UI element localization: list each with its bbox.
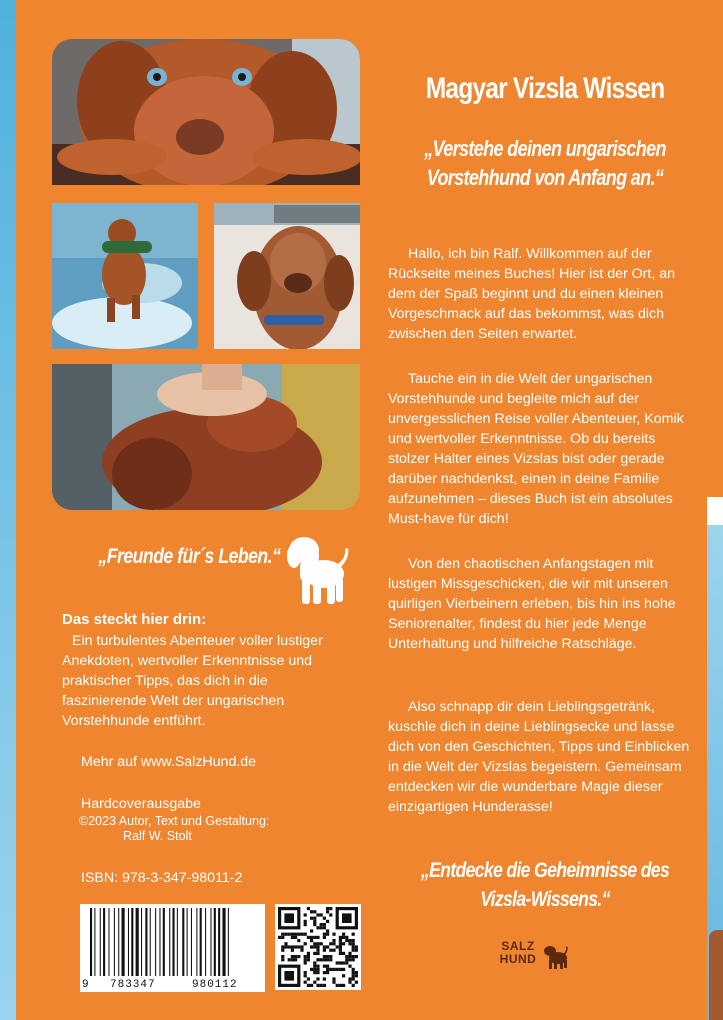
qr-module: [339, 942, 342, 945]
body-paragraph-ages: Von den chaotischen Anfangstagen mit lustigen Missgeschicken, die wir mit unseren quirligen Vierbeinern erleben, bis hin ins hohe Seniorenalter, findest du hier jede Menge Unterhaltung und hilfreiche Ratschläge.: [388, 556, 676, 652]
qr-module: [304, 920, 307, 923]
qr-module: [310, 984, 313, 987]
barcode-bar: [155, 908, 156, 976]
qr-module: [336, 961, 339, 964]
qr-module: [326, 945, 329, 948]
qr-module: [313, 965, 316, 968]
qr-module: [352, 942, 355, 945]
qr-module: [332, 939, 335, 942]
qr-module: [316, 945, 319, 948]
qr-module: [297, 955, 300, 958]
barcode-bar: [118, 908, 119, 976]
qr-module: [288, 933, 291, 936]
qr-module: [313, 968, 316, 971]
barcode-bar: [150, 908, 151, 976]
barcode-bar: [205, 908, 206, 976]
qr-module: [294, 936, 297, 939]
author-name: Ralf W. Stolt: [123, 829, 192, 843]
body-paragraph-invitation: Also schnapp dir dein Lieblingsgetränk, kuschle dich in deine Lieblingsecke und lasse dich von den Geschichten, Tipps und Einblicken in die Welt der Vizslas begeistern. Gemeinsam entdecken wir die wunderbare Magie dieser einzigartigen Hunderasse!: [388, 699, 690, 815]
qr-finder-pattern: [284, 913, 294, 923]
qr-module: [352, 977, 355, 980]
barcode-bar: [214, 908, 216, 976]
qr-module: [294, 933, 297, 936]
qr-module: [316, 913, 319, 916]
qr-module: [332, 968, 335, 971]
right-edge-white: [707, 497, 723, 525]
barcode-bar: [182, 908, 184, 976]
qr-module: [313, 981, 316, 984]
qr-module: [326, 971, 329, 974]
qr-module: [352, 984, 355, 987]
closing-quote: „Entdecke die Geheimnisse des Vizsla-Wissens.“: [420, 859, 670, 911]
puppy-silhouette-icon: [284, 534, 350, 606]
qr-module: [316, 958, 319, 961]
qr-module: [323, 917, 326, 920]
qr-module: [291, 945, 294, 948]
barcode-right-digits: 980112: [192, 979, 238, 991]
qr-module: [323, 936, 326, 939]
qr-module: [281, 933, 284, 936]
barcode-bar: [218, 908, 220, 976]
qr-module: [304, 942, 307, 945]
qr-module: [352, 968, 355, 971]
qr-module: [332, 949, 335, 952]
qr-module: [291, 949, 294, 952]
qr-code: [275, 904, 361, 990]
qr-module: [281, 955, 284, 958]
qr-module: [310, 929, 313, 932]
qr-module: [313, 920, 316, 923]
qr-module: [307, 952, 310, 955]
qr-module: [304, 981, 307, 984]
barcode-bar: [169, 908, 170, 976]
qr-module: [310, 910, 313, 913]
qr-module: [323, 984, 326, 987]
qr-module: [326, 955, 329, 958]
qr-module: [329, 968, 332, 971]
barcode-bar: [141, 908, 142, 976]
contents-heading: Das steckt hier drin:: [62, 611, 207, 628]
qr-module: [326, 929, 329, 932]
qr-module: [313, 923, 316, 926]
qr-module: [332, 981, 335, 984]
website-link-text: Mehr auf www.SalzHund.de: [81, 754, 257, 770]
logo-line-salz: SALZ: [501, 939, 535, 953]
qr-module: [355, 981, 358, 984]
qr-module: [345, 955, 348, 958]
qr-module: [342, 961, 345, 964]
qr-module: [316, 952, 319, 955]
qr-module: [304, 955, 307, 958]
qr-module: [355, 955, 358, 958]
qr-module: [326, 907, 329, 910]
qr-module: [294, 945, 297, 948]
qr-module: [304, 923, 307, 926]
qr-module: [316, 942, 319, 945]
qr-module: [307, 936, 310, 939]
qr-module: [323, 965, 326, 968]
qr-module: [348, 981, 351, 984]
barcode-bar: [196, 908, 197, 976]
qr-module: [326, 920, 329, 923]
isbn-barcode: [80, 904, 265, 992]
isbn-text: ISBN: 978-3-347-98011-2: [81, 870, 243, 886]
barcode-bar: [163, 908, 165, 976]
qr-module: [288, 958, 291, 961]
qr-module: [345, 961, 348, 964]
qr-module: [316, 971, 319, 974]
qr-module: [329, 942, 332, 945]
qr-module: [348, 965, 351, 968]
qr-module: [313, 961, 316, 964]
qr-module: [348, 977, 351, 980]
qr-module: [329, 955, 332, 958]
barcode-bar: [173, 908, 175, 976]
qr-module: [323, 949, 326, 952]
qr-module: [313, 936, 316, 939]
qr-module: [332, 933, 335, 936]
barcode-lead-digit: 9: [82, 979, 89, 991]
qr-module: [300, 945, 303, 948]
barcode-bar: [177, 908, 178, 976]
photo-puppy-closeup: [52, 39, 360, 185]
qr-module: [310, 945, 313, 948]
qr-module: [278, 936, 281, 939]
qr-module: [313, 942, 316, 945]
qr-module: [300, 949, 303, 952]
qr-module: [316, 949, 319, 952]
qr-module: [339, 936, 342, 939]
barcode-bar: [200, 908, 202, 976]
body-paragraph-adventure: Tauche ein in die Welt der ungarischen Vorstehhunde und begleite mich auf der unvergesslichen Reise voller Abenteuer, Komik und wertvoller Erkenntnisse. Ob du bereits stolzer Halter eines Vizslas bist oder gerade darüber nachdenkst, einen in deine Familie aufzunehmen – dieses Buch ist ein absolutes Must-have für dich!: [388, 371, 684, 527]
qr-module: [339, 949, 342, 952]
qr-module: [348, 955, 351, 958]
salzhund-logo-icon: [494, 940, 568, 970]
qr-module: [352, 945, 355, 948]
qr-module: [352, 955, 355, 958]
qr-module: [329, 913, 332, 916]
qr-module: [326, 933, 329, 936]
qr-module: [291, 933, 294, 936]
barcode-bar: [136, 908, 139, 976]
left-edge-strip: [0, 0, 16, 1020]
qr-module: [316, 936, 319, 939]
qr-module: [342, 968, 345, 971]
qr-module: [316, 977, 319, 980]
qr-module: [329, 907, 332, 910]
qr-module: [300, 933, 303, 936]
qr-module: [342, 974, 345, 977]
qr-module: [345, 939, 348, 942]
qr-module: [294, 955, 297, 958]
qr-module: [313, 945, 316, 948]
qr-module: [336, 968, 339, 971]
qr-module: [329, 958, 332, 961]
qr-module: [352, 939, 355, 942]
qr-module: [342, 936, 345, 939]
qr-module: [297, 939, 300, 942]
qr-module: [355, 949, 358, 952]
barcode-bar: [145, 908, 147, 976]
qr-module: [339, 939, 342, 942]
qr-module: [297, 933, 300, 936]
barcode-bar: [108, 908, 109, 976]
qr-module: [316, 968, 319, 971]
right-edge-dog-glimpse: [709, 930, 723, 1020]
qr-module: [310, 939, 313, 942]
qr-module: [355, 974, 358, 977]
qr-module: [323, 933, 326, 936]
qr-module: [313, 917, 316, 920]
qr-module: [320, 942, 323, 945]
qr-module: [332, 977, 335, 980]
qr-module: [310, 917, 313, 920]
qr-module: [352, 949, 355, 952]
photo-hand-petting-dog: [52, 364, 360, 510]
barcode-bar: [159, 908, 160, 976]
qr-module: [304, 974, 307, 977]
copyright-text: ©2023 Autor, Text und Gestaltung:: [79, 814, 270, 828]
barcode-bar: [228, 908, 229, 976]
qr-module: [342, 942, 345, 945]
qr-module: [348, 952, 351, 955]
qr-module: [352, 958, 355, 961]
qr-module: [310, 968, 313, 971]
barcode-bar: [122, 908, 125, 976]
qr-module: [304, 958, 307, 961]
qr-module: [355, 945, 358, 948]
qr-module: [320, 958, 323, 961]
friends-quote: „Freunde für´s Leben.“: [98, 545, 281, 568]
qr-module: [291, 958, 294, 961]
qr-module: [284, 942, 287, 945]
qr-module: [323, 955, 326, 958]
qr-module: [326, 968, 329, 971]
qr-module: [342, 933, 345, 936]
qr-module: [352, 974, 355, 977]
qr-module: [332, 942, 335, 945]
qr-module: [345, 936, 348, 939]
edition-text: Hardcoverausgabe: [81, 796, 201, 812]
qr-module: [339, 952, 342, 955]
qr-module: [291, 936, 294, 939]
qr-module: [352, 971, 355, 974]
barcode-bar: [187, 908, 188, 976]
barcode-bar: [131, 908, 133, 976]
barcode-bar: [100, 908, 101, 976]
qr-module: [307, 958, 310, 961]
qr-module: [284, 945, 287, 948]
qr-module: [313, 910, 316, 913]
qr-module: [304, 971, 307, 974]
barcode-bar: [210, 908, 211, 976]
qr-module: [310, 936, 313, 939]
contents-text: Ein turbulentes Abenteuer voller lustiger Anekdoten, wertvoller Erkenntnisse und praktischer Tipps, das dich in die faszinierende Welt der ungarischen Vorstehhunde entführt.: [62, 633, 323, 729]
qr-module: [284, 933, 287, 936]
barcode-bar: [103, 908, 105, 976]
qr-module: [288, 945, 291, 948]
qr-module: [281, 945, 284, 948]
qr-module: [323, 923, 326, 926]
book-title: Magyar Vizsla Wissen: [425, 72, 665, 105]
qr-module: [304, 961, 307, 964]
qr-module: [307, 984, 310, 987]
photo-dog-in-water: [52, 203, 198, 349]
qr-module: [291, 955, 294, 958]
qr-finder-pattern: [342, 913, 352, 923]
barcode-bar: [191, 908, 192, 976]
qr-module: [336, 945, 339, 948]
intro-paragraph: Hallo, ich bin Ralf. Willkommen auf der Rückseite meines Buches! Hier ist der Ort, an dem der Spaß beginnt und du einen kleinen Vorgeschmack auf das bekommst, was dich zwischen den Seiten erwartet.: [388, 246, 676, 342]
qr-module: [304, 933, 307, 936]
barcode-bar: [90, 908, 92, 976]
tagline-quote: „Verstehe deinen ungarischen Vorstehhund von Anfang an.“: [424, 136, 666, 190]
qr-module: [348, 939, 351, 942]
qr-module: [323, 977, 326, 980]
barcode-bar: [94, 908, 95, 976]
qr-module: [320, 926, 323, 929]
qr-module: [281, 958, 284, 961]
qr-module: [345, 958, 348, 961]
qr-module: [326, 958, 329, 961]
qr-module: [355, 971, 358, 974]
qr-module: [323, 926, 326, 929]
qr-module: [329, 949, 332, 952]
qr-module: [307, 955, 310, 958]
photo-senior-dog: [214, 203, 360, 349]
barcode-left-digits: 783347: [110, 979, 156, 991]
qr-module: [281, 936, 284, 939]
qr-module: [294, 958, 297, 961]
qr-module: [313, 971, 316, 974]
qr-module: [323, 971, 326, 974]
qr-module: [316, 926, 319, 929]
qr-module: [316, 965, 319, 968]
qr-module: [352, 933, 355, 936]
qr-module: [323, 945, 326, 948]
barcode-bar: [128, 908, 129, 976]
qr-module: [281, 949, 284, 952]
barcode-bar: [114, 908, 115, 976]
barcode-bar: [222, 908, 225, 976]
qr-module: [326, 965, 329, 968]
qr-module: [339, 968, 342, 971]
qr-module: [342, 952, 345, 955]
qr-module: [307, 977, 310, 980]
qr-module: [348, 942, 351, 945]
qr-module: [316, 984, 319, 987]
qr-module: [323, 958, 326, 961]
qr-module: [304, 913, 307, 916]
qr-module: [320, 913, 323, 916]
qr-module: [320, 923, 323, 926]
qr-module: [339, 945, 342, 948]
logo-line-hund: HUND: [499, 952, 537, 966]
qr-module: [336, 984, 339, 987]
qr-module: [320, 984, 323, 987]
qr-module: [348, 958, 351, 961]
qr-module: [339, 961, 342, 964]
qr-module: [339, 984, 342, 987]
qr-finder-pattern: [284, 971, 294, 981]
qr-module: [307, 907, 310, 910]
qr-module: [313, 952, 316, 955]
qr-module: [326, 910, 329, 913]
qr-module: [297, 945, 300, 948]
qr-module: [342, 984, 345, 987]
